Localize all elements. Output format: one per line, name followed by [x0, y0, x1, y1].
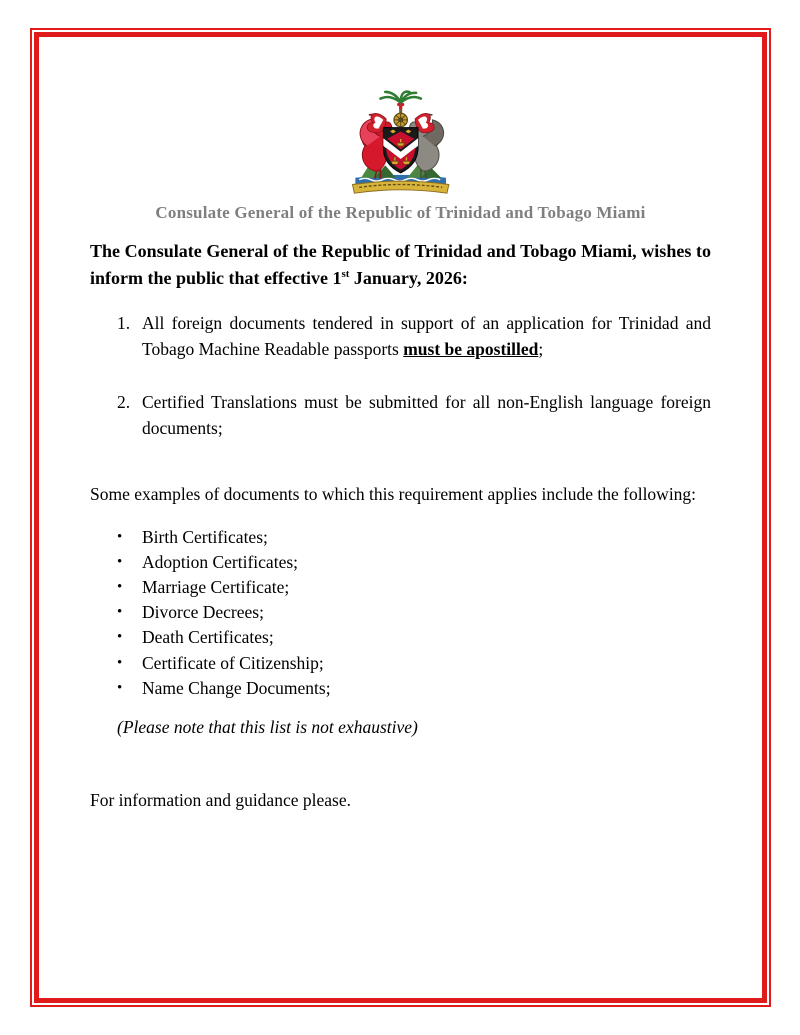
bullet-glyph: •: [117, 528, 123, 545]
intro-superscript: st: [341, 268, 350, 280]
bullet-item-text: Death Certificates;: [142, 627, 274, 648]
non-exhaustive-note: (Please note that this list is not exhaustive): [117, 716, 418, 737]
bullet-item-text: Divorce Decrees;: [142, 602, 264, 623]
bullet-glyph: •: [117, 604, 123, 621]
coat-of-arms-icon: [338, 90, 463, 198]
numbered-list: [90, 310, 711, 441]
numbered-item-2-marker: 2.: [117, 392, 131, 412]
bullet-glyph: •: [117, 553, 123, 570]
intro-paragraph: [90, 238, 711, 292]
bullet-item: [90, 676, 711, 701]
bullet-item: [90, 525, 711, 550]
bullet-item: [90, 651, 711, 676]
bullet-item-text: Name Change Documents;: [142, 677, 331, 698]
bullet-item-text: Birth Certificates;: [142, 526, 268, 547]
numbered-item-1: [90, 310, 711, 362]
intro-text-part2: January, 2026:: [349, 268, 468, 288]
bullet-glyph: •: [117, 629, 123, 646]
intro-text-part1: The Consulate General of the Republic of Trinidad and Tobago Miami, wishes to inform the public that effective 1: [90, 241, 711, 288]
bullet-glyph: •: [117, 654, 123, 671]
numbered-item-1-emphasis: must be apostilled: [403, 339, 539, 359]
bullet-item: [90, 625, 711, 650]
coat-of-arms: [90, 90, 711, 198]
examples-lead-paragraph: Some examples of documents to which this requirement applies include the following:: [90, 484, 697, 504]
page-border-outer: [30, 28, 771, 1007]
document-body: [39, 37, 762, 998]
org-name: Consulate General of the Republic of Trinidad and Tobago Miami: [155, 203, 646, 222]
bullet-item: [90, 600, 711, 625]
numbered-item-1-text: [142, 310, 711, 362]
numbered-item-1-marker: 1.: [117, 313, 131, 333]
bullet-item: [90, 575, 711, 600]
numbered-item-2: [90, 389, 711, 441]
page-border-inner: [34, 32, 767, 1003]
examples-bullet-list: [90, 525, 711, 701]
bullet-glyph: •: [117, 578, 123, 595]
bullet-item-text: Certificate of Citizenship;: [142, 652, 324, 673]
bullet-glyph: •: [117, 679, 123, 696]
numbered-item-1-post: ;: [538, 339, 544, 359]
numbered-item-2-pre: Certified Translations must be submitted for all non-English language foreign documents;: [142, 392, 711, 438]
closing-line: For information and guidance please.: [90, 789, 351, 810]
numbered-item-2-text: [142, 389, 711, 441]
numbered-item-1-pre: All foreign documents tendered in support of an application for Trinidad and Tobago Machine Readable passports: [142, 313, 711, 359]
bullet-item-text: Marriage Certificate;: [142, 576, 290, 597]
bullet-item: [90, 550, 711, 575]
bullet-item-text: Adoption Certificates;: [142, 551, 299, 572]
